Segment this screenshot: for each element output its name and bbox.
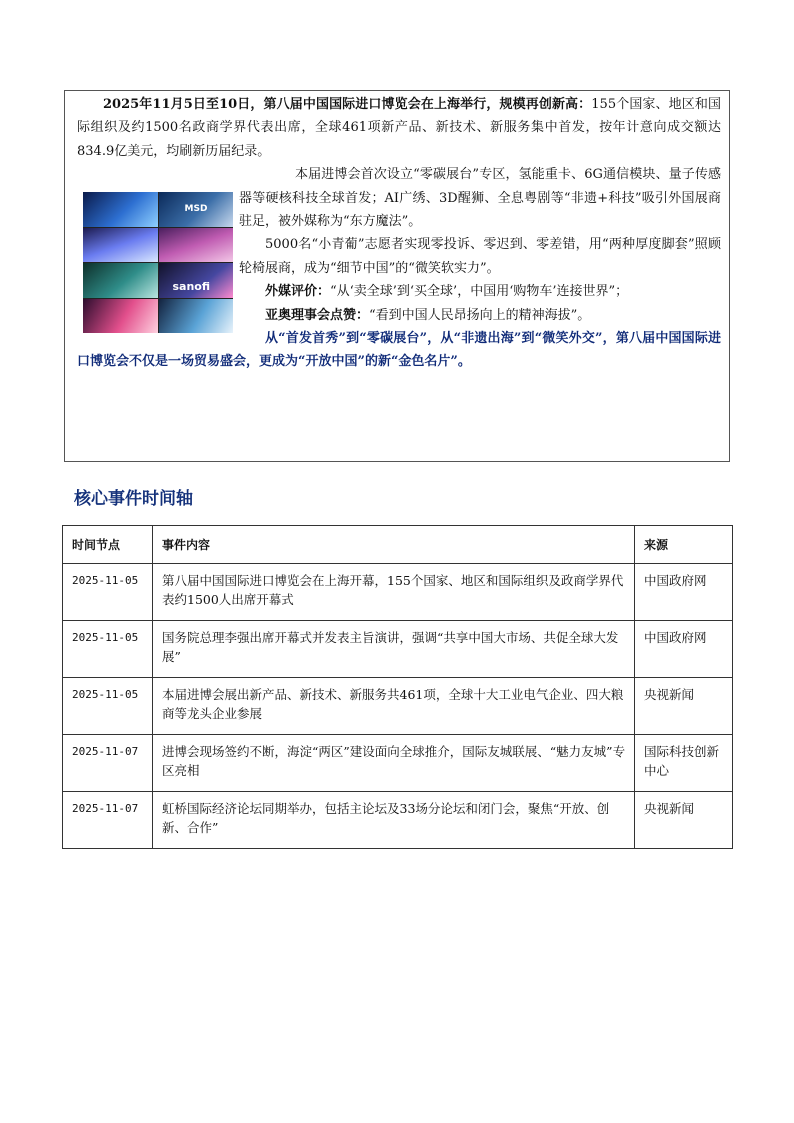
row-date: 2025-11-07	[63, 792, 153, 849]
summary-box	[64, 90, 730, 462]
table-row	[63, 564, 733, 621]
collage-tile-display	[159, 299, 234, 334]
collage-tile-msd	[159, 192, 234, 227]
timeline-title: 核心事件时间轴	[74, 489, 193, 509]
collage-tile-sanofi	[159, 263, 234, 298]
table-row	[63, 735, 733, 792]
row-event: 第八届中国国际进口博览会在上海开幕，155个国家、地区和国际组织及政商学界代表约1500人出席开幕式	[153, 564, 635, 621]
row-event: 国务院总理李强出席开幕式并发表主旨演讲，强调“共享中国大市场、共促全球大发展”	[153, 621, 635, 678]
timeline-table	[62, 525, 733, 849]
row-date: 2025-11-05	[63, 678, 153, 735]
summary-headline: 2025年11月5日至10日，第八届中国国际进口博览会在上海举行，规模再创新高：	[103, 97, 592, 112]
foreign-media-quote: “从‘卖全球’到‘买全球’，中国用‘购物车’连接世界”；	[330, 284, 629, 300]
row-source: 国际科技创新中心	[635, 735, 733, 792]
collage-tile-stage	[83, 192, 158, 227]
collage-tile-hall	[83, 228, 158, 263]
row-event: 虹桥国际经济论坛同期举办，包括主论坛及33场分论坛和闭门会，聚焦“开放、创新、合作”	[153, 792, 635, 849]
collage-tile-exhibit	[83, 263, 158, 298]
msd-logo-text: MSD	[184, 204, 208, 215]
row-date: 2025-11-07	[63, 735, 153, 792]
row-source: 央视新闻	[635, 792, 733, 849]
table-row	[63, 792, 733, 849]
table-header-row	[63, 526, 733, 564]
sanofi-logo-text: sanofi	[172, 280, 211, 294]
table-row	[63, 621, 733, 678]
expo-photo-collage	[83, 192, 233, 333]
collage-tile-booth	[159, 228, 234, 263]
summary-stats-text: 155个国家、地区和国际组织及约1500名政商学界代表出席，全球461项新产品、新技术、新服务集中首发，按年计意向成交额达834.9亿美元，均刷新历届纪录。	[77, 97, 721, 159]
row-event: 进博会现场签约不断，海淀“两区”建设面向全球推介，国际友城联展、“魅力友城”专区亮相	[153, 735, 635, 792]
oca-quote: “看到中国人民昂扬向上的精神海拔”。	[369, 307, 591, 323]
row-date: 2025-11-05	[63, 564, 153, 621]
summary-paragraph-1	[77, 93, 721, 163]
header-source: 来源	[635, 526, 733, 564]
header-time: 时间节点	[63, 526, 153, 564]
summary-conclusion: 从“首发首秀”到“零碳展台”，从“非遗出海”到“微笑外交”，第八届中国国际进口博览会不仅是一场贸易盛会，更成为“开放中国”的新“金色名片”。	[77, 331, 721, 370]
summary-paragraph-2: 本届进博会首次设立“零碳展台”专区，氢能重卡、6G通信模块、量子传感器等硬核科技全球首发；AI广绣、3D醒狮、全息粤剧等“非遗+科技”吸引外国展商驻足，被外媒称为“东方魔法”。	[239, 167, 721, 230]
table-row	[63, 678, 733, 735]
row-event: 本届进博会展出新产品、新技术、新服务共461项，全球十大工业电气企业、四大粮商等龙头企业参展	[153, 678, 635, 735]
row-source: 中国政府网	[635, 564, 733, 621]
row-source: 央视新闻	[635, 678, 733, 735]
summary-paragraph-3: 5000名“小青葡”志愿者实现零投诉、零迟到、零差错，用“两种厚度脚套”照顾轮椅展商，成为“细节中国”的“微笑软实力”。	[239, 237, 721, 276]
foreign-media-label: 外媒评价：	[265, 284, 331, 300]
row-date: 2025-11-05	[63, 621, 153, 678]
collage-tile-pavilion	[83, 299, 158, 334]
row-source: 中国政府网	[635, 621, 733, 678]
header-event: 事件内容	[153, 526, 635, 564]
oca-label: 亚奥理事会点赞：	[265, 307, 370, 323]
